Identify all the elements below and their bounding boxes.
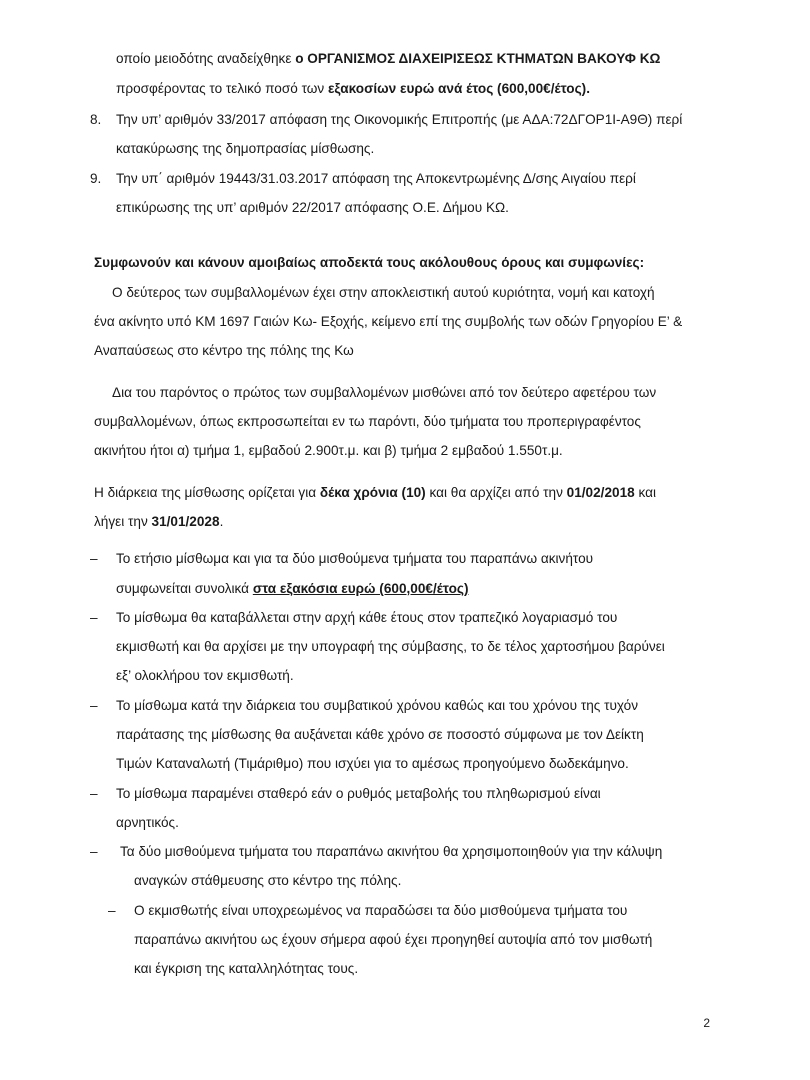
para2-line-2: συμβαλλομένων, όπως εκπροσωπείται εν τω παρόντι, δύο τμήματα του προπεριγραφέντος (94, 414, 641, 429)
page-number: 2 (703, 1016, 710, 1030)
bullet-dash: – (90, 844, 98, 859)
intro-text: προσφέροντας το τελικό ποσό των (116, 81, 328, 96)
bullet-4-line-1: Το μίσθωμα παραμένει σταθερό εάν ο ρυθμός μεταβολής του πληθωρισμού είναι (116, 786, 601, 801)
duration-line-1 (94, 484, 656, 502)
item-number: 9. (90, 171, 102, 186)
duration-text: λήγει την (94, 514, 152, 529)
bullet-4-line-2: αρνητικός. (116, 815, 179, 830)
para2-line-1: Δια του παρόντος ο πρώτος των συμβαλλομένων μισθώνει από τον δεύτερο αφετέρου των (112, 385, 657, 400)
para1-line-1: Ο δεύτερος των συμβαλλομένων έχει στην αποκλειστική αυτού κυριότητα, νομή και κατοχή (112, 285, 655, 300)
duration-line-2 (94, 513, 223, 531)
bullet-dash: – (90, 698, 98, 713)
para2-line-3: ακινήτου ήτοι α) τμήμα 1, εμβαδού 2.900τ.μ. και β) τμήμα 2 εμβαδού 1.550τ.μ. (94, 443, 563, 458)
intro-line-1 (116, 50, 660, 68)
bullet-3-line-2: παράτασης της μίσθωσης θα αυξάνεται κάθε χρόνο σε ποσοστό σύμφωνα με τον Δείκτη (116, 727, 644, 742)
para1-line-2: ένα ακίνητο υπό ΚΜ 1697 Γαιών Κω- Εξοχής, κείμενο επί της συμβολής των οδών Γρηγορίου Ε’ & (94, 314, 683, 329)
duration-years: δέκα χρόνια (10) (319, 485, 426, 500)
bullet-dash: – (90, 610, 98, 625)
bullet-5-line-2: αναγκών στάθμευσης στο κέντρο της πόλης. (134, 873, 402, 888)
item-9-line-2: επικύρωσης της υπ’ αριθμόν 22/2017 απόφασης Ο.Ε. Δήμου ΚΩ. (116, 200, 509, 215)
bullet-1-line-1: Το ετήσιο μίσθωμα και για τα δύο μισθούμενα τμήματα του παραπάνω ακινήτου (116, 551, 594, 566)
duration-text: και (634, 485, 656, 500)
intro-text: οποίο μειοδότης αναδείχθηκε (116, 51, 296, 66)
bullet-2-line-2: εκμισθωτή και θα αρχίσει με την υπογραφή της σύμβασης, το δε τέλος χαρτοσήμου βαρύνει (116, 639, 665, 654)
duration-text: . (219, 514, 224, 529)
duration-text: και θα αρχίζει από την (425, 485, 567, 500)
item-8-line-2: κατακύρωσης της δημοπρασίας μίσθωσης. (116, 141, 375, 156)
bullet-dash: – (90, 786, 98, 801)
rent-amount: στα εξακόσια ευρώ (600,00€/έτος) (252, 581, 469, 596)
duration-text: Η διάρκεια της μίσθωσης ορίζεται για (94, 485, 320, 500)
bullet-dash: – (90, 551, 98, 566)
item-8-line-1: Την υπ’ αριθμόν 33/2017 απόφαση της Οικονομικής Επιτροπής (με ΑΔΑ:72ΔΓΟΡ1Ι-Α9Θ) περί (116, 112, 683, 127)
annual-amount: εξακοσίων ευρώ ανά έτος (600,00€/έτος). (327, 81, 590, 96)
lessor-organization: ο ΟΡΓΑΝΙΣΜΟΣ ΔΙΑΧΕΙΡΙΣΕΩΣ ΚΤΗΜΑΤΩΝ ΒΑΚΟΥΦ ΚΩ (295, 51, 661, 66)
end-date: 31/01/2028 (151, 514, 220, 529)
bullet-5-line-1: Τα δύο μισθούμενα τμήματα του παραπάνω ακινήτου θα χρησιμοποιηθούν για την κάλυψη (120, 844, 663, 859)
bullet-6-line-3: και έγκριση της καταλληλότητας τους. (134, 961, 359, 976)
para1-line-3: Αναπαύσεως στο κέντρο της πόλης της Κω (94, 343, 354, 358)
item-number: 8. (90, 112, 102, 127)
bullet-dash: – (108, 903, 116, 918)
bullet-6-line-2: παραπάνω ακινήτου ως έχουν σήμερα αφού έχει προηγηθεί αυτοψία από τον μισθωτή (134, 932, 653, 947)
bullet-1-line-2 (116, 580, 468, 598)
start-date: 01/02/2018 (566, 485, 635, 500)
bullet-2-line-3: εξ’ ολοκλήρου τον εκμισθωτή. (116, 668, 294, 683)
bullet-2-line-1: Το μίσθωμα θα καταβάλλεται στην αρχή κάθε έτους στον τραπεζικό λογαριασμό του (116, 610, 618, 625)
agreement-heading: Συμφωνούν και κάνουν αμοιβαίως αποδεκτά τους ακόλουθους όρους και συμφωνίες: (94, 255, 645, 270)
bullet-3-line-1: Το μίσθωμα κατά την διάρκεια του συμβατικού χρόνου καθώς και του χρόνου της τυχόν (116, 698, 639, 713)
intro-line-2 (116, 80, 590, 98)
bullet-3-line-3: Τιμών Καταναλωτή (Τιμάριθμο) που ισχύει για το αμέσως προηγούμενο δωδεκάμηνο. (116, 756, 629, 771)
bullet-text: συμφωνείται συνολικά (116, 581, 253, 596)
bullet-6-line-1: Ο εκμισθωτής είναι υποχρεωμένος να παραδώσει τα δύο μισθούμενα τμήματα του (134, 903, 628, 918)
item-9-line-1: Την υπ΄ αριθμόν 19443/31.03.2017 απόφαση της Αποκεντρωμένης Δ/σης Αιγαίου περί (116, 171, 636, 186)
